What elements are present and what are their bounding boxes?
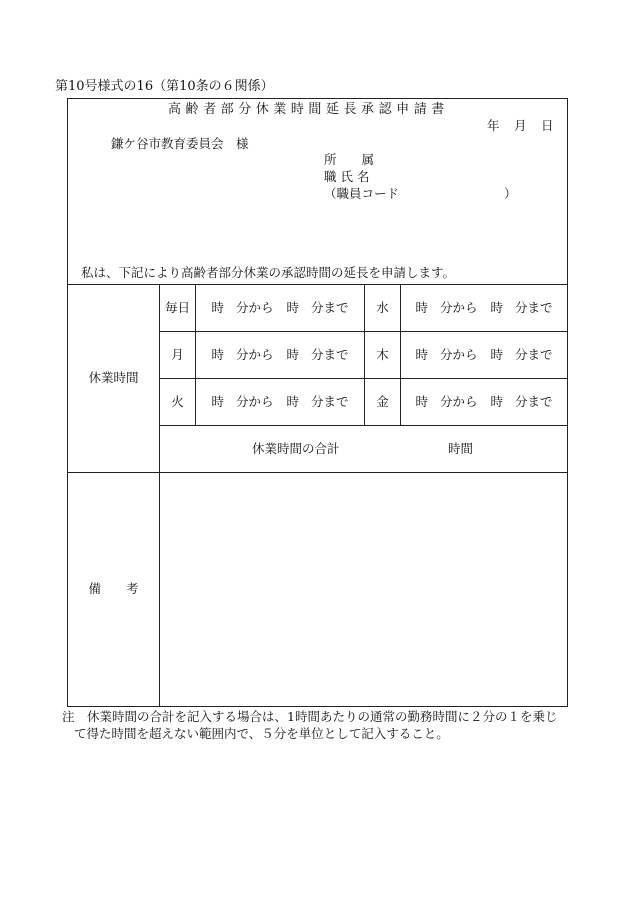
date-year-field[interactable] xyxy=(487,120,500,133)
employee-code-open: （職員コード xyxy=(324,186,400,201)
to-label: 分まで xyxy=(515,346,553,362)
note-line-1: 注 休業時間の合計を記入する場合は、1時間あたりの通常の勤務時間に２分の１を乗じ xyxy=(62,709,558,724)
hour-label: 時 xyxy=(490,299,504,315)
date-year-label: 年 xyxy=(487,118,500,133)
form-reference: 第10号様式の16（第10条の６関係） xyxy=(55,79,274,94)
hour-label: 時 xyxy=(490,393,504,409)
time-range-everyday[interactable] xyxy=(196,285,364,331)
time-range-friday[interactable] xyxy=(401,379,567,425)
time-range-wednesday[interactable] xyxy=(401,285,567,331)
name-field[interactable] xyxy=(324,171,369,184)
name-label: 職 氏 名 xyxy=(324,169,370,184)
day-label-wednesday: 水 xyxy=(376,299,389,315)
hour-label: 時 xyxy=(211,346,224,362)
day-label-friday: 金 xyxy=(376,393,389,409)
date-day-field[interactable] xyxy=(541,120,554,133)
remarks-label: 備 考 xyxy=(88,581,139,597)
time-range-tuesday[interactable] xyxy=(196,379,364,425)
note-line-2: て得た時間を超えない範囲内で、５分を単位として記入すること。 xyxy=(74,726,449,741)
day-label-everyday: 毎日 xyxy=(164,299,190,315)
affiliation-label: 所 属 xyxy=(324,152,375,167)
total-hours-label: 休業時間の合計 xyxy=(252,441,340,456)
hour-label: 時 xyxy=(490,346,504,362)
employee-code-field[interactable] xyxy=(406,186,502,202)
hour-label: 時 xyxy=(415,393,428,409)
statement: 私は、下記により高齢者部分休業の承認時間の延長を申請します。 xyxy=(81,265,456,280)
from-label: 分から xyxy=(235,393,274,409)
remarks-field[interactable] xyxy=(160,473,567,706)
date-day-label: 日 xyxy=(541,118,554,133)
time-range-thursday[interactable] xyxy=(401,332,567,378)
hour-label: 時 xyxy=(286,393,300,409)
hour-label: 時 xyxy=(211,393,224,409)
from-label: 分から xyxy=(439,299,478,315)
hour-label: 時 xyxy=(415,299,428,315)
form-title: 高齢者部分休業時間延長承認申請書 xyxy=(168,102,449,117)
to-label: 分まで xyxy=(311,299,349,315)
day-label-tuesday: 火 xyxy=(171,393,184,409)
to-label: 分まで xyxy=(515,299,553,315)
to-label: 分まで xyxy=(515,393,553,409)
date-month-label: 月 xyxy=(514,118,527,133)
divider xyxy=(160,425,567,426)
day-label-thursday: 木 xyxy=(376,346,389,362)
total-hours-unit: 時間 xyxy=(448,441,474,456)
time-range-monday[interactable] xyxy=(196,332,364,378)
from-label: 分から xyxy=(439,393,478,409)
addressee: 鎌ケ谷市教育委員会 様 xyxy=(111,136,249,151)
hour-label: 時 xyxy=(211,299,224,315)
leave-time-label: 休業時間 xyxy=(88,370,139,386)
application-form xyxy=(67,98,568,707)
hour-label: 時 xyxy=(286,346,300,362)
total-hours-field[interactable] xyxy=(368,439,444,459)
hour-label: 時 xyxy=(415,346,428,362)
affiliation-field[interactable] xyxy=(324,154,374,167)
to-label: 分まで xyxy=(311,393,349,409)
from-label: 分から xyxy=(439,346,478,362)
hour-label: 時 xyxy=(286,299,300,315)
employee-code-close: ） xyxy=(504,186,517,201)
from-label: 分から xyxy=(235,299,274,315)
day-label-monday: 月 xyxy=(171,346,184,362)
to-label: 分まで xyxy=(311,346,349,362)
date-month-field[interactable] xyxy=(514,120,527,133)
from-label: 分から xyxy=(235,346,274,362)
